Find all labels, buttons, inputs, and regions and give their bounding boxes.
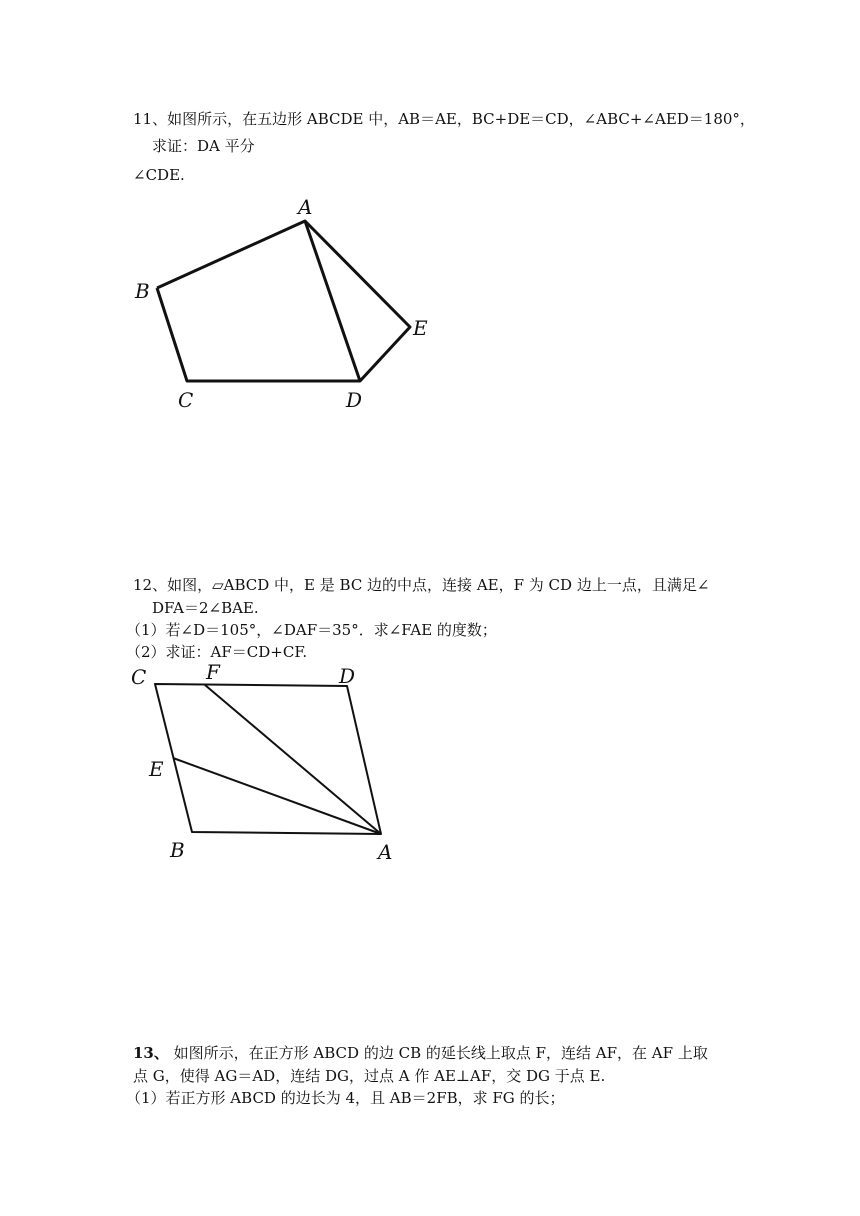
pentagon-edges (157, 221, 410, 381)
problem-12-line-3: （1）若∠D＝105°，∠DAF＝35°．求∠FAE 的度数； (126, 621, 497, 639)
problem-13-line-1-text: 如图所示，在正方形 ABCD 的边 CB 的延长线上取点 F，连结 AF，在 AF 上取 (168, 1044, 708, 1062)
problem-12-line-2: DFA＝2∠BAE. (152, 599, 259, 617)
problem-12-line-4: （2）求证：AF＝CD+CF. (126, 643, 308, 661)
problem-11-line-2: 求证：DA 平分 (152, 137, 255, 155)
label-B: B (135, 279, 150, 303)
parallelogram-figure (125, 660, 405, 870)
label-F: F (206, 660, 220, 684)
label-A: A (378, 840, 393, 864)
segment-AD (305, 221, 360, 381)
parallelogram-edges (155, 684, 381, 834)
label-D: D (339, 664, 356, 688)
label-E: E (149, 757, 164, 781)
label-B: B (170, 838, 185, 862)
pentagon-figure (120, 185, 450, 415)
problem-13-line-3: （1）若正方形 ABCD 的边长为 4，且 AB＝2FB，求 FG 的长； (126, 1089, 565, 1107)
problem-11-line-1: 11、如图所示，在五边形 ABCDE 中，AB＝AE，BC+DE＝CD，∠ABC+∠AED＝180°， (133, 110, 755, 128)
problem-13-line-1 (133, 1044, 708, 1062)
problem-11-line-3: ∠CDE. (133, 166, 185, 184)
label-C: C (178, 388, 194, 412)
problem-13-line-2: 点 G，使得 AG＝AD，连结 DG，过点 A 作 AE⊥AF，交 DG 于点 E. (133, 1067, 606, 1085)
label-C: C (131, 665, 147, 689)
problem-13-number: 13、 (133, 1044, 169, 1062)
segment-AF (205, 685, 381, 834)
label-E: E (413, 316, 428, 340)
problem-12-line-1: 12、如图，▱ABCD 中，E 是 BC 边的中点，连接 AE，F 为 CD 边上一点，且满足∠ (133, 576, 710, 594)
label-A: A (298, 195, 313, 219)
segment-AE (173, 758, 381, 834)
label-D: D (346, 388, 363, 412)
